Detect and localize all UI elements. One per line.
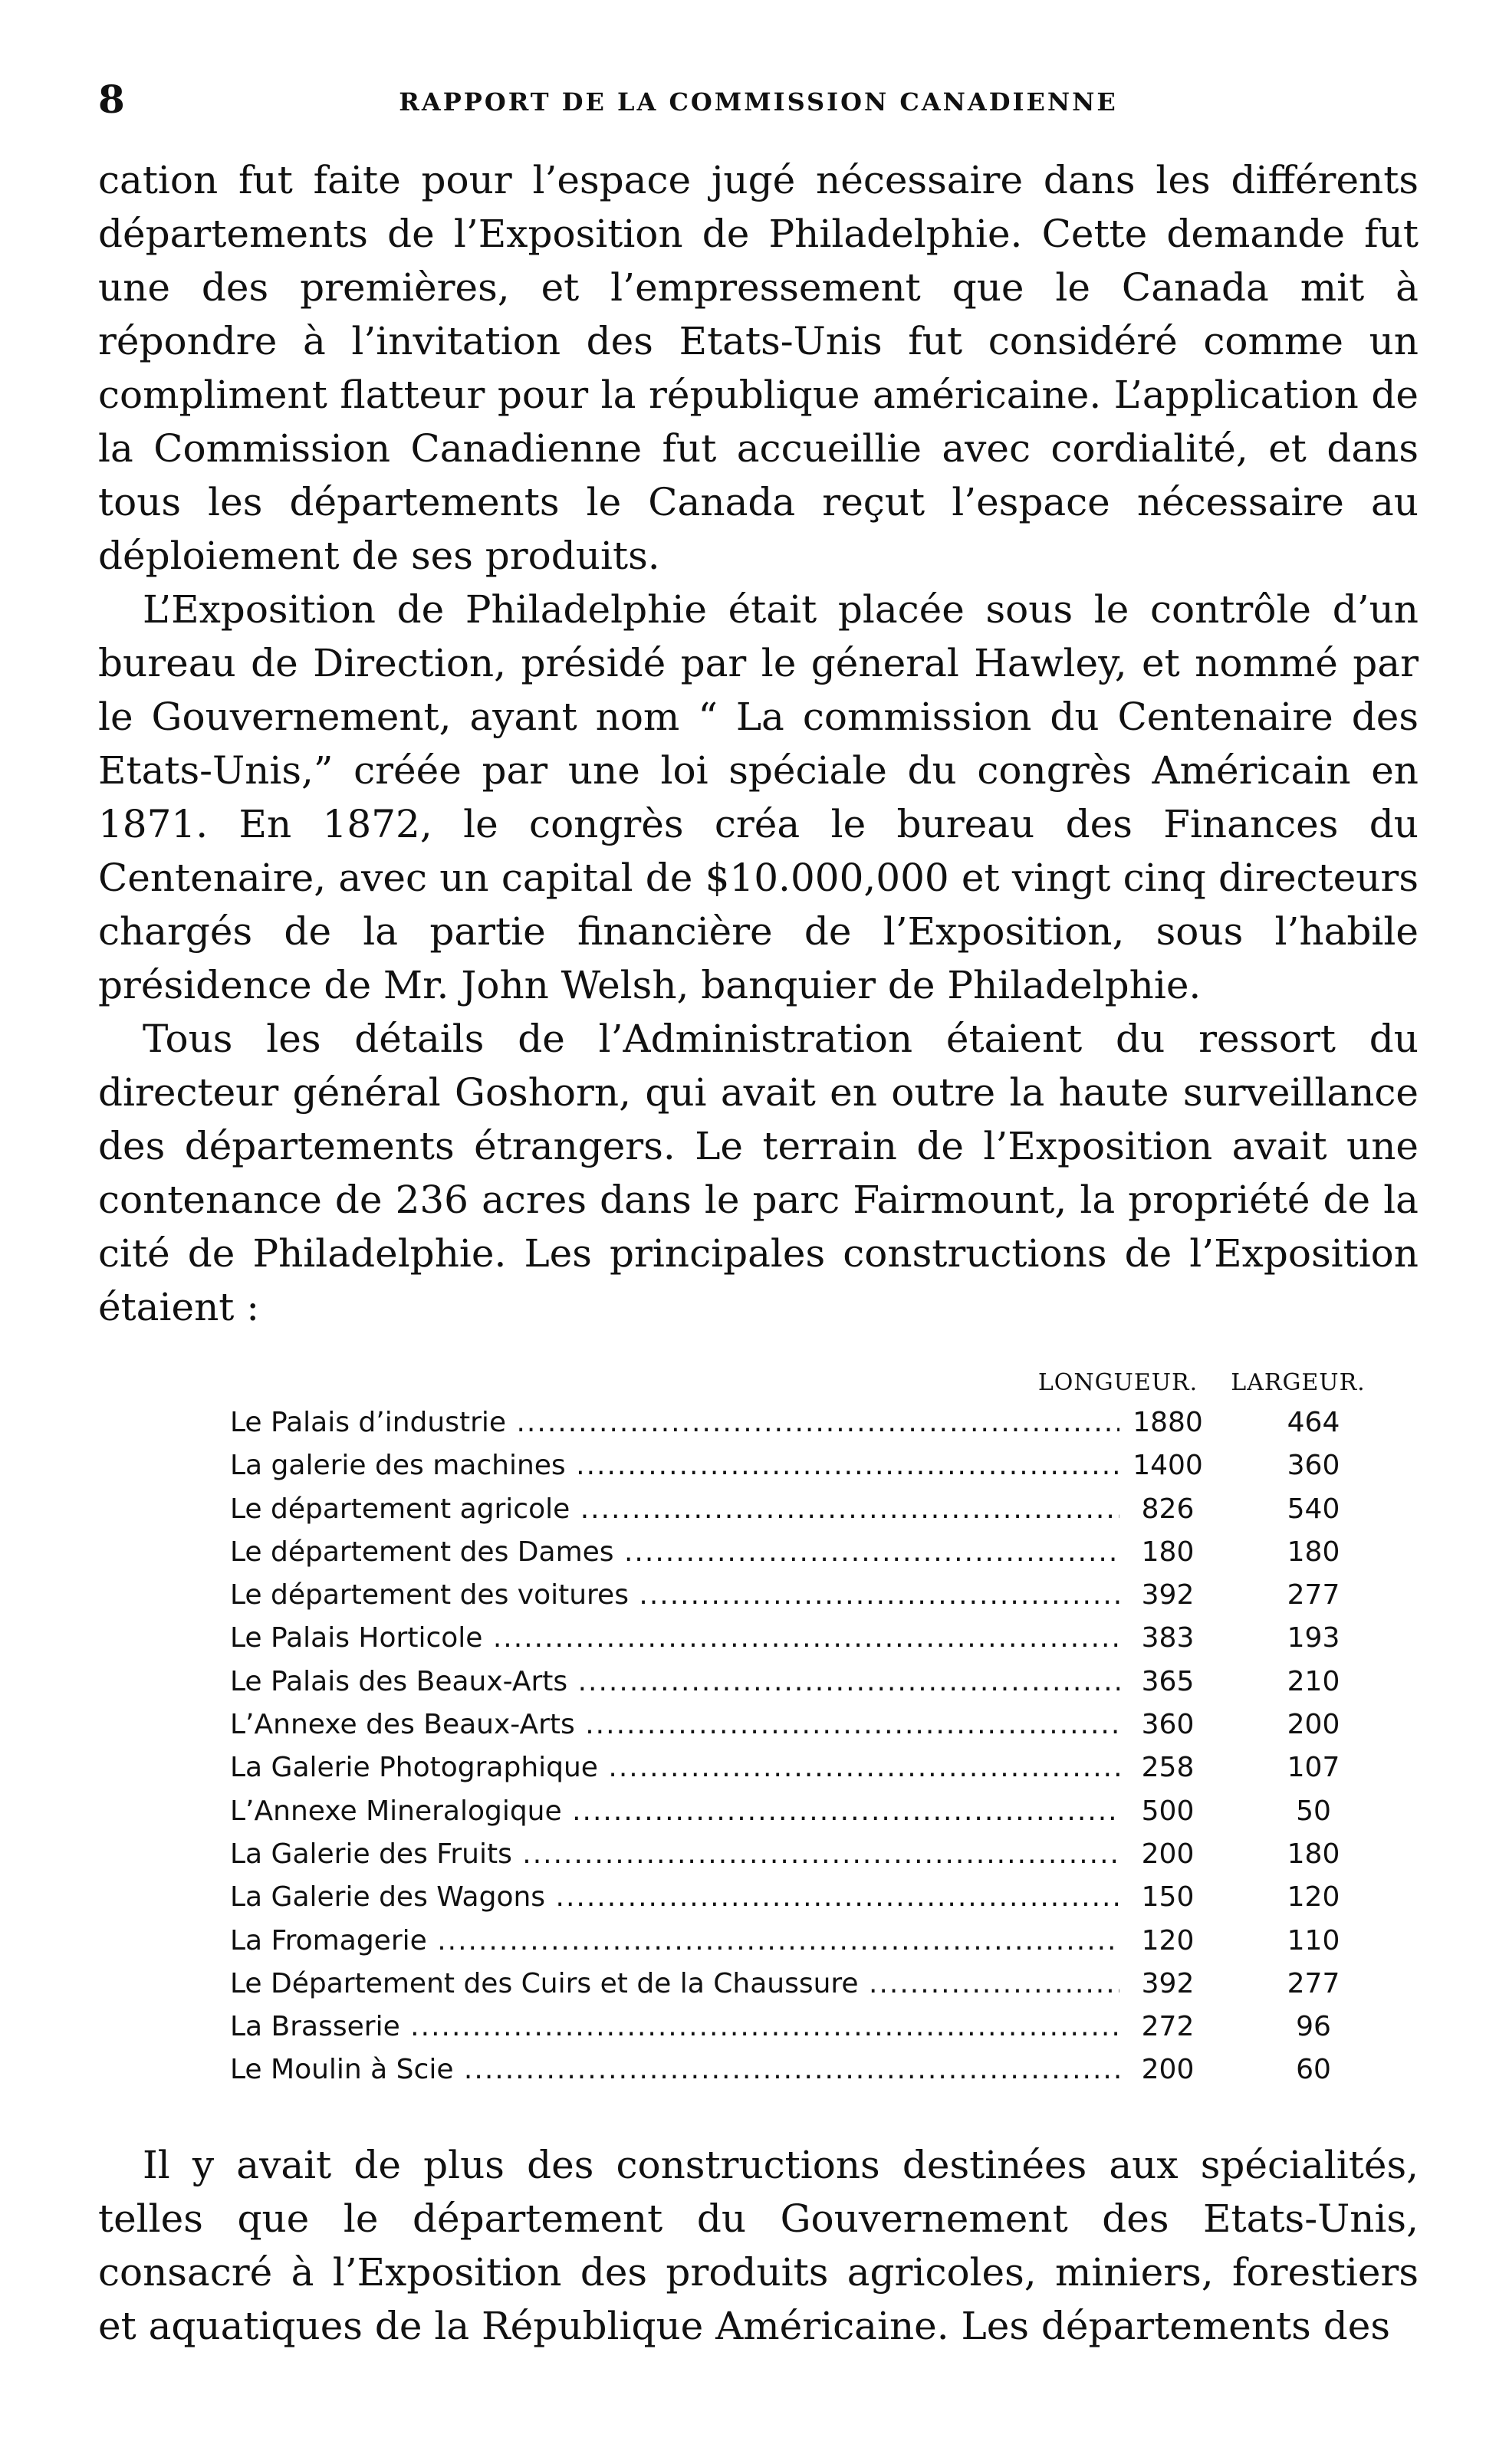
building-name-text: Le département agricole xyxy=(230,1493,570,1525)
table-row xyxy=(98,1920,1419,1963)
building-name xyxy=(230,1920,1119,1963)
building-width: 200 xyxy=(1287,1709,1340,1741)
building-width: 277 xyxy=(1287,1579,1340,1611)
building-name xyxy=(230,1790,1119,1833)
building-name xyxy=(230,1876,1119,1919)
building-length: 150 xyxy=(1126,1876,1210,1919)
building-length: 360 xyxy=(1126,1703,1210,1746)
building-width: 277 xyxy=(1287,1967,1340,1999)
building-name-text: Le Département des Cuirs et de la Chaussure xyxy=(230,1967,859,1999)
column-header-length: LONGUEUR. xyxy=(1037,1369,1198,1396)
paragraph-1: cation fut faite pour l’espace jugé nécessaire dans les différents départements de l’Exposition de Philadelphie. Cette demande fut une des premières, et l’empressement que le Canada mit à répondre à l’invitation des Etats-Unis fut considéré comme un compliment flatteur pour la république américaine. L’application de la Commission Canadienne fut accueillie avec cordialité, et dans tous les départements le Canada reçut l’espace nécessaire au déploiement de ses produits. xyxy=(98,158,1419,578)
building-name xyxy=(230,1746,1119,1789)
book-page xyxy=(98,77,1419,2353)
building-name-text: L’Annexe des Beaux-Arts xyxy=(230,1709,575,1741)
building-name-text: La Galerie Photographique xyxy=(230,1752,598,1784)
table-row xyxy=(98,2006,1419,2048)
building-length: 392 xyxy=(1126,1963,1210,2006)
buildings-table xyxy=(98,1362,1419,2092)
building-name xyxy=(230,1574,1119,1617)
table-row xyxy=(98,1876,1419,1919)
building-name xyxy=(230,2048,1119,2091)
building-width: 180 xyxy=(1287,1838,1340,1870)
building-width: 120 xyxy=(1287,1881,1340,1914)
building-name xyxy=(230,1401,1119,1444)
building-width: 193 xyxy=(1287,1622,1340,1654)
building-name xyxy=(230,1661,1119,1703)
building-width: 96 xyxy=(1296,2011,1331,2043)
building-name xyxy=(230,1703,1119,1746)
building-name-text: Le Palais Horticole xyxy=(230,1622,483,1654)
paragraph-3: Tous les détails de l’Administration étaient du ressort du directeur général Goshorn, qui avait en outre la haute surveillance des départements étrangers. Le terrain de l’Exposition avait une contenance de 236 acres dans le parc Fairmount, la propriété de la cité de Philadelphie. Les principales constructions de l’Exposition étaient : xyxy=(98,1017,1419,1329)
building-width: 60 xyxy=(1296,2054,1331,2086)
building-name-text: Le département des voitures xyxy=(230,1579,629,1611)
building-name xyxy=(230,2006,1119,2048)
building-width: 180 xyxy=(1287,1536,1340,1568)
building-name xyxy=(230,1617,1119,1660)
building-width: 464 xyxy=(1287,1407,1340,1438)
running-title: RAPPORT DE LA COMMISSION CANADIENNE xyxy=(399,87,1118,117)
building-width: 210 xyxy=(1287,1665,1340,1697)
building-width: 360 xyxy=(1287,1450,1340,1482)
building-length: 500 xyxy=(1126,1790,1210,1833)
table-row xyxy=(98,1963,1419,2006)
building-length: 1880 xyxy=(1126,1401,1210,1444)
table-row xyxy=(98,1703,1419,1746)
building-length: 180 xyxy=(1126,1531,1210,1574)
table-row xyxy=(98,1488,1419,1531)
building-width: 107 xyxy=(1287,1752,1340,1784)
building-name xyxy=(230,1963,1119,2006)
table-row xyxy=(98,1661,1419,1703)
building-name-text: Le département des Dames xyxy=(230,1536,614,1568)
building-length: 200 xyxy=(1126,1833,1210,1876)
building-name-text: La galerie des machines xyxy=(230,1450,566,1482)
building-length: 392 xyxy=(1126,1574,1210,1617)
building-length: 383 xyxy=(1126,1617,1210,1660)
building-length: 200 xyxy=(1126,2048,1210,2091)
paragraph-4: Il y avait de plus des constructions destinées aux spécialités, telles que le département du Gouvernement des Etats-Unis, consacré à l’Exposition des produits agricoles, miniers, forestiers et aquatiques de la République Américaine. Les départements des xyxy=(98,2142,1419,2348)
building-length: 258 xyxy=(1126,1746,1210,1789)
building-width: 540 xyxy=(1287,1493,1340,1525)
building-width: 50 xyxy=(1296,1795,1331,1827)
table-row xyxy=(98,1401,1419,1444)
building-length: 1400 xyxy=(1126,1444,1210,1487)
building-name xyxy=(230,1488,1119,1531)
building-name-text: Le Moulin à Scie xyxy=(230,2054,454,2086)
table-row xyxy=(98,1617,1419,1660)
table-row xyxy=(98,1833,1419,1876)
building-name-text: La Galerie des Wagons xyxy=(230,1881,546,1914)
building-name-text: La Galerie des Fruits xyxy=(230,1838,512,1870)
table-header xyxy=(98,1362,1419,1401)
building-name-text: Le Palais des Beaux-Arts xyxy=(230,1665,568,1697)
building-name xyxy=(230,1531,1119,1574)
building-name-text: La Brasserie xyxy=(230,2011,400,2043)
building-length: 120 xyxy=(1126,1920,1210,1963)
page-number: 8 xyxy=(98,77,125,122)
table-row xyxy=(98,2048,1419,2091)
table-body xyxy=(98,1401,1419,2092)
building-name-text: Le Palais d’industrie xyxy=(230,1407,507,1438)
column-header-width: LARGEUR. xyxy=(1231,1369,1366,1396)
building-width: 110 xyxy=(1287,1924,1340,1956)
building-name xyxy=(230,1444,1119,1487)
table-row xyxy=(98,1790,1419,1833)
table-row xyxy=(98,1746,1419,1789)
building-length: 365 xyxy=(1126,1661,1210,1703)
page-header xyxy=(98,77,1419,123)
building-name xyxy=(230,1833,1119,1876)
table-row xyxy=(98,1531,1419,1574)
building-name-text: L’Annexe Mineralogique xyxy=(230,1795,562,1827)
table-row xyxy=(98,1444,1419,1487)
table-row xyxy=(98,1574,1419,1617)
building-length: 272 xyxy=(1126,2006,1210,2048)
building-name-text: La Fromagerie xyxy=(230,1924,427,1956)
building-length: 826 xyxy=(1126,1488,1210,1531)
paragraph-2: L’Exposition de Philadelphie était placée sous le contrôle d’un bureau de Direction, présidé par le géneral Hawley, et nommé par le Gouvernement, ayant nom “ La commission du Centenaire des Etats-Unis,” créée par une loi spéciale du congrès Américain en 1871. En 1872, le congrès créa le bureau des Finances du Centenaire, avec un capital de $10.000,000 et vingt cinq directeurs chargés de la partie financière de l’Exposition, sous l’habile présidence de Mr. John Welsh, banquier de Philadelphie. xyxy=(98,587,1419,1007)
